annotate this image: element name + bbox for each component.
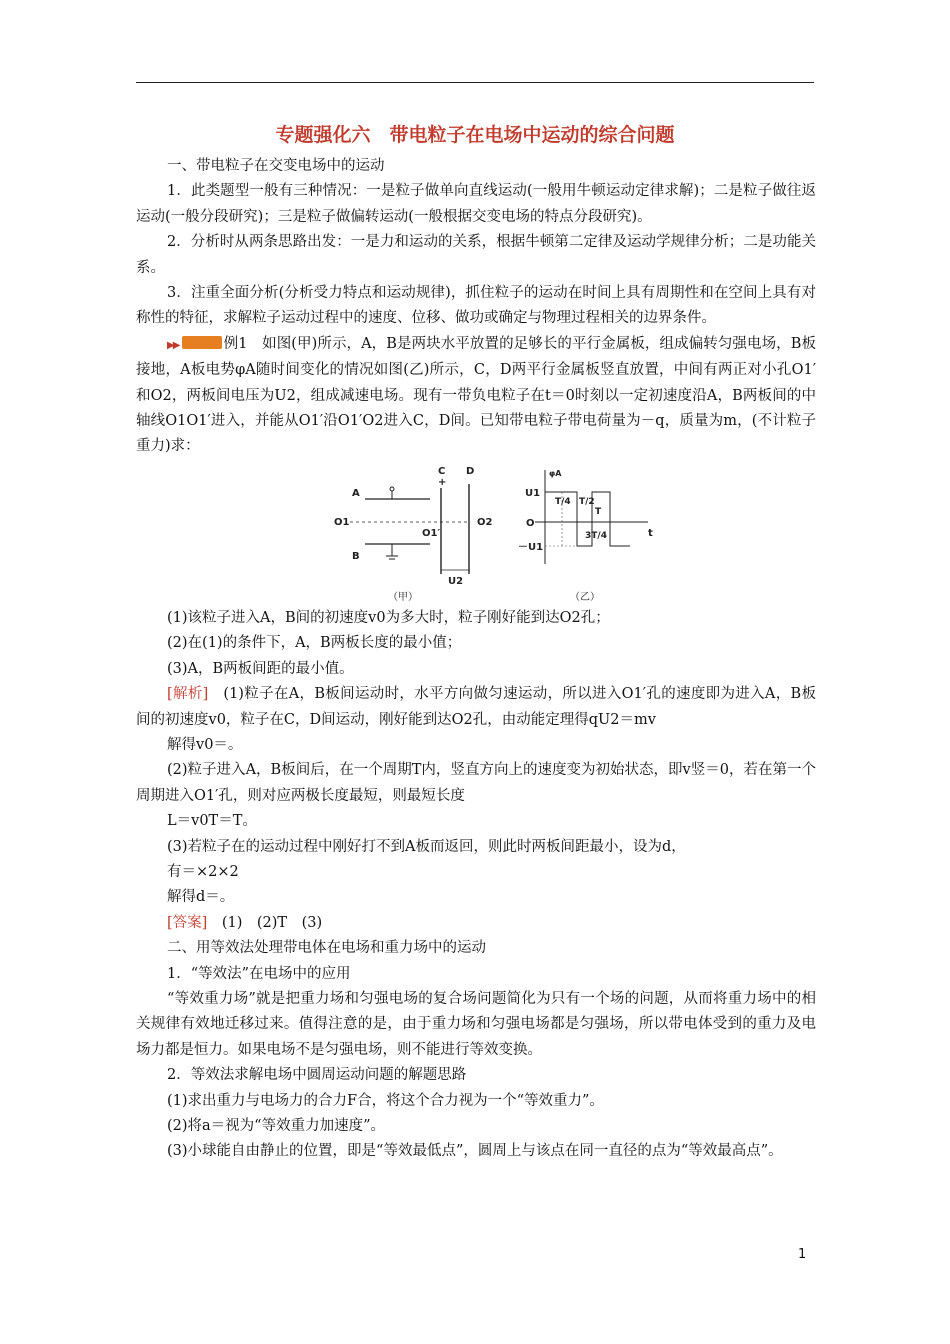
section1-heading: 一、带电粒子在交变电场中的运动: [167, 158, 385, 174]
solution-tag: [解析]: [167, 686, 209, 703]
label-O1: O1: [334, 516, 350, 528]
document-body: [136, 154, 816, 1165]
solution-line-6: 有＝×2×2: [167, 863, 239, 880]
solution-line-2: 解得v0＝。: [167, 736, 243, 753]
label-phi: φA: [549, 468, 562, 478]
question-3: (3)A，B两板间距的最小值。: [167, 660, 354, 677]
question-2: (2)在(1)的条件下，A，B两板长度的最小值；: [167, 635, 462, 652]
label-neg-U1: －U1: [518, 541, 544, 553]
example-text: 如图(甲)所示，A，B是两块水平放置的足够长的平行金属板，组成偏转匀强电场，B板接地，A板电势φA随时间变化的情况如图(乙)所示，C，D两平行金属板竖直放置，中间有两正对小孔O1′和O2，两板间电压为U2，组成减速电场。现有一带负电粒子在t＝0时刻以一定初速度沿A，B两板间的中轴线O1O1′进入，并能从O1′沿O1′O2进入C，D间。已知带电粒子带电荷量为－q，质量为m，(不计粒子重力)求：: [136, 335, 817, 455]
section1-paragraph-3: 3．注重全面分析(分析受力特点和运动规律)，抓住粒子的运动在时间上具有周期性和在空间上具有对称性的特征，求解粒子运动过程中的速度、位移、做功或确定与物理过程相关的边界条件。: [136, 285, 816, 327]
label-t: t: [648, 527, 653, 539]
figure-jia: [334, 466, 493, 603]
solution-line-5: (3)若粒子在的运动过程中刚好打不到A板而返回，则此时两板间距最小，设为d，: [167, 838, 686, 855]
tick-T2: T/2: [579, 496, 595, 507]
plus-sign: +: [438, 476, 447, 488]
header-rule: [136, 82, 814, 83]
label-B: B: [352, 550, 360, 562]
example-badge: [182, 336, 222, 349]
label-origin: O: [526, 517, 535, 529]
label-U1: U1: [525, 487, 541, 499]
section2-item-3: (3)小球能自由静止的位置，即是“等效最低点”，圆周上与该点在同一直径的点为“等效最高点”。: [167, 1143, 783, 1160]
document-title: 专题强化六 带电粒子在电场中运动的综合问题: [275, 124, 675, 146]
label-O1-prime: O1′: [422, 527, 441, 539]
answer-line: [136, 911, 816, 936]
tick-T4: T/4: [555, 496, 571, 507]
label-D: D: [466, 465, 475, 477]
solution-line-3: (2)粒子进入A，B板间后，在一个周期T内，竖直方向上的速度变为初始状态，即v竖＝0，若在第一个周期进入O1′孔，则对应两极长度最短，则最短长度: [136, 762, 816, 804]
page-number: 1: [798, 1247, 807, 1262]
caption-yi: （乙）: [570, 591, 600, 603]
section2-heading: 二、用等效法处理带电体在电场和重力场中的运动: [167, 940, 486, 957]
figure-yi: [518, 469, 653, 603]
figure-block: [136, 464, 816, 604]
solution-part-1: [136, 682, 816, 733]
answer-tag: [答案]: [167, 914, 208, 931]
example-marker-icon: ▶▶: [167, 339, 179, 351]
section1-paragraph-1: 1．此类题型一般有三种情况：一是粒子做单向直线运动(一般用牛顿运动定律求解)；二是粒子做往返运动(一般分段研究)；三是粒子做偏转运动(一般根据交变电场的特点分段研究)。: [136, 183, 816, 225]
solution-text-1: (1)粒子在A，B板间运动时，水平方向做匀速运动，所以进入O1′孔的速度即为进入A，B板间的初速度v0，粒子在C，D间运动，刚好能到达O2孔，由动能定理得qU2＝mv: [136, 686, 816, 728]
tick-T: T: [595, 506, 602, 517]
label-O2: O2: [477, 516, 493, 528]
section2-item-2: (2)将a＝视为“等效重力加速度”。: [167, 1118, 386, 1134]
section2-paragraph-1: “等效重力场”就是把重力场和匀强电场的复合场问题简化为只有一个场的问题，从而将重力场中的相关规律有效地迁移过来。值得注意的是，由于重力场和匀强电场都是匀强场，所以带电体受到的重力及电场力都是恒力。如果电场不是匀强电场，则不能进行等效变换。: [136, 990, 816, 1058]
example-stem: [136, 332, 816, 460]
question-1: (1)该粒子进入A，B间的初速度v0为多大时，粒子刚好能到达O2孔；: [167, 609, 610, 626]
label-A: A: [352, 487, 360, 499]
solution-line-4: L＝v0T＝T。: [167, 813, 257, 830]
terminal-A-icon: [390, 487, 394, 491]
label-C: C: [438, 465, 446, 477]
answer-text: (1) (2)T (3): [207, 914, 323, 931]
caption-jia: （甲）: [388, 591, 418, 603]
solution-line-7: 解得d＝。: [167, 889, 235, 906]
section2-subheading-2: 2．等效法求解电场中圆周运动问题的解题思路: [167, 1067, 467, 1084]
label-U2: U2: [448, 575, 464, 587]
section1-paragraph-2: 2．分析时从两条思路出发：一是力和运动的关系，根据牛顿第二定律及运动学规律分析；二是功能关系。: [136, 234, 816, 276]
tick-3T4: 3T/4: [585, 530, 607, 541]
section2-item-1: (1)求出重力与电场力的合力F合，将这个合力视为一个“等效重力”。: [167, 1092, 604, 1109]
example-label: 例1: [223, 335, 248, 352]
section2-subheading-1: 1．“等效法”在电场中的应用: [167, 965, 351, 982]
